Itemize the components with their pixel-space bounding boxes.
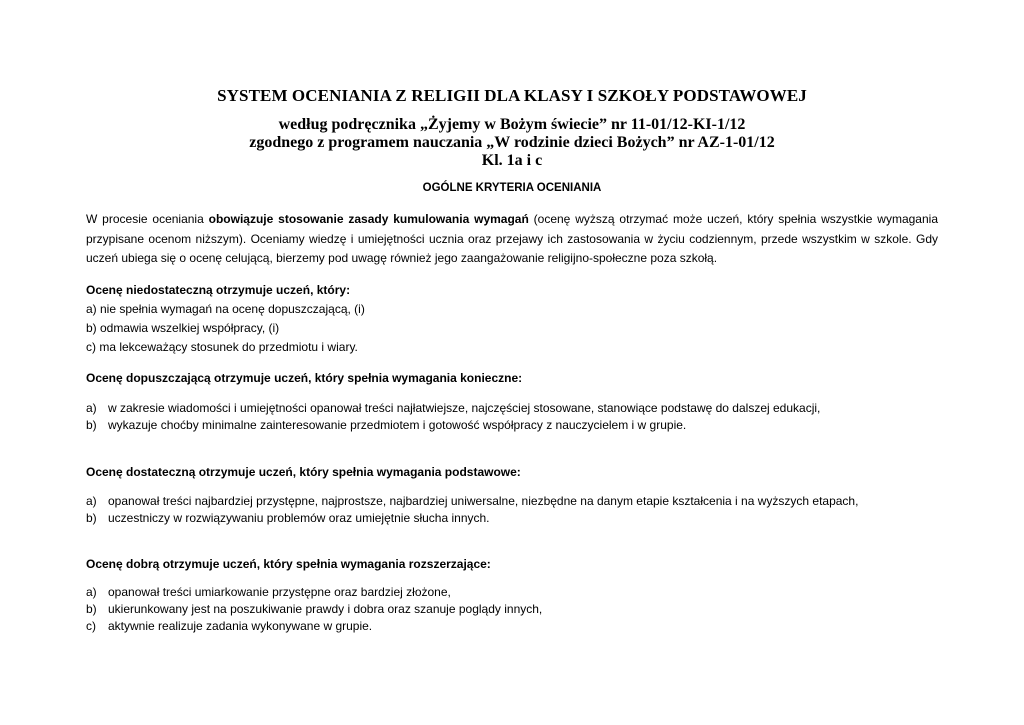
intro-bold-rule: obowiązuje stosowanie zasady kumulowania wymagań (208, 212, 529, 226)
list-marker: b) (86, 417, 97, 432)
document-title: SYSTEM OCENIANIA Z RELIGII DLA KLASY I SZKOŁY PODSTAWOWEJ (217, 86, 807, 105)
grade-good-heading: Ocenę dobrą otrzymuje uczeń, który spełnia wymagania rozszerzające: (86, 557, 491, 571)
list-marker: a) (86, 401, 97, 415)
list-text: opanował treści umiarkowanie przystępne oraz bardziej złożone, (108, 585, 451, 599)
grade-sufficient-heading: Ocenę dopuszczającą otrzymuje uczeń, który spełnia wymagania konieczne: (86, 371, 523, 385)
grade-good-list (86, 584, 938, 635)
list-text: ukierunkowany jest na poszukiwanie prawdy i dobra oraz szanuje poglądy innych, (108, 602, 543, 616)
section-title: OGÓLNE KRYTERIA OCENIANIA (422, 182, 602, 194)
class-line: Kl. 1a i c (481, 152, 543, 169)
list-item (86, 601, 938, 618)
list-text: opanował treści najbardziej przystępne, najprostsze, najbardziej uniwersalne, niezbędne na danym etapie kształcenia i na wyższych etapach, (108, 494, 859, 508)
program-line: zgodnego z programem nauczania „W rodzinie dzieci Bożych” nr AZ-1-01/12 (249, 134, 775, 151)
grade-sufficient-list (86, 400, 938, 433)
grade-satisfactory-list (86, 493, 938, 526)
textbook-line: według podręcznika „Żyjemy w Bożym świecie” nr 11-01/12-KI-1/12 (278, 116, 746, 133)
intro-text-rest: (ocenę wyższą otrzymać może uczeń, który spełnia wszystkie wymagania przypisane ocenom niższym). Oceniamy wiedzę i umiejętności ucznia oraz przejawy ich zastosowania w życiu codziennym, przede wszystkim w szkole. Gdy uczeń ubiega się o ocenę celującą, bierzemy pod uwagę również jego zaangażowanie religijno-społeczne poza szkołą. (86, 212, 938, 265)
list-marker: a) (86, 585, 97, 599)
list-item (86, 493, 938, 510)
grade-insufficient-section (86, 281, 938, 357)
list-item (86, 618, 938, 635)
list-marker: b) (86, 510, 97, 525)
list-item: a) nie spełnia wymagań na ocenę dopuszczającą, (i) (86, 302, 365, 316)
list-item (86, 417, 938, 434)
list-text: w zakresie wiadomości i umiejętności opanował treści najłatwiejsze, najczęściej stosowane, stanowiące podstawę do dalszej edukacji, (108, 401, 821, 415)
list-marker: c) (86, 619, 96, 633)
list-item (86, 510, 938, 527)
grade-insufficient-heading: Ocenę niedostateczną otrzymuje uczeń, który: (86, 283, 351, 297)
list-item: c) ma lekceważący stosunek do przedmiotu i wiary. (86, 340, 358, 354)
list-marker: b) (86, 602, 97, 616)
list-text: uczestniczy w rozwiązywaniu problemów oraz umiejętnie słucha innych. (108, 510, 490, 525)
list-item (86, 584, 938, 601)
grade-satisfactory-heading: Ocenę dostateczną otrzymuje uczeń, który spełnia wymagania podstawowe: (86, 465, 521, 479)
list-item (86, 400, 938, 417)
intro-paragraph (86, 210, 938, 269)
list-text: wykazuje choćby minimalne zainteresowanie przedmiotem i gotowość współpracy z nauczycielem i w grupie. (108, 417, 687, 432)
intro-text-start: W procesie oceniania (86, 212, 209, 226)
list-item: b) odmawia wszelkiej współpracy, (i) (86, 321, 280, 335)
list-marker: a) (86, 494, 97, 508)
list-text: aktywnie realizuje zadania wykonywane w grupie. (108, 619, 373, 633)
